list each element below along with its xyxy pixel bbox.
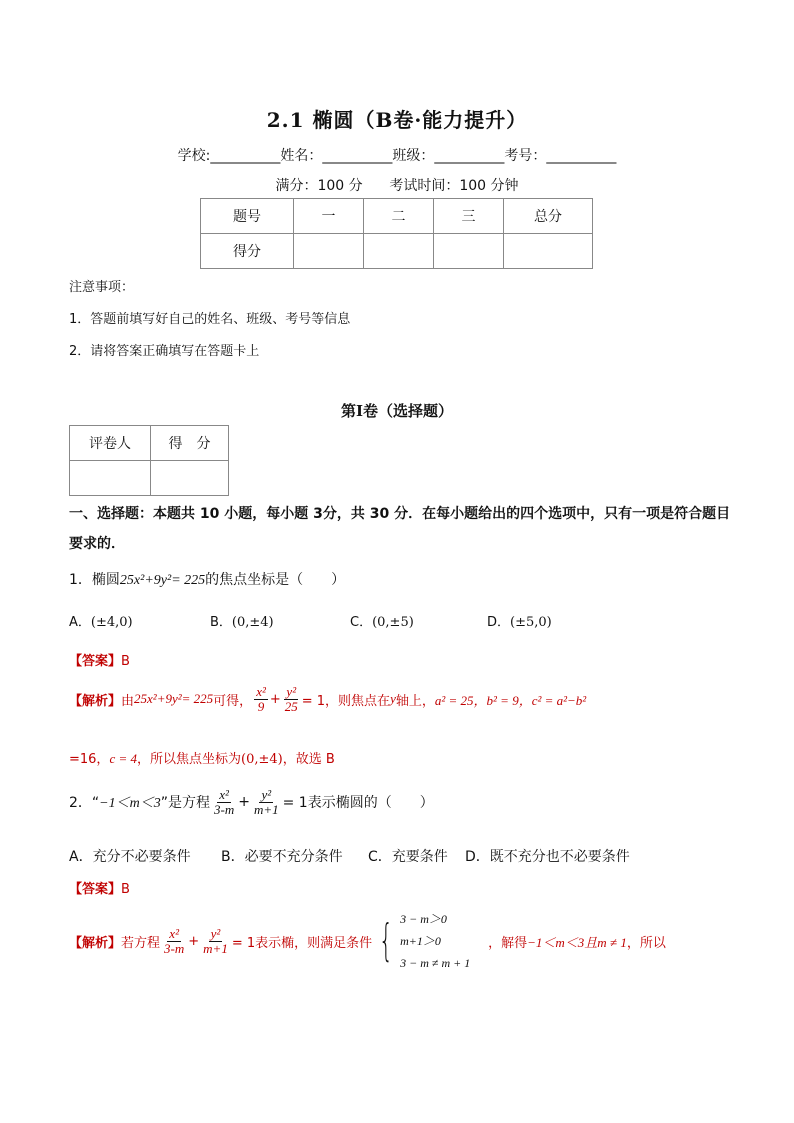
option-value: 充要条件 bbox=[391, 849, 448, 865]
q2-option-b[interactable] bbox=[221, 846, 343, 866]
answer-value: B bbox=[121, 882, 130, 897]
fraction-numerator: x² bbox=[219, 787, 229, 802]
system-line: 3 − m ≠ m + 1 bbox=[400, 956, 471, 970]
grader-header-cell: 得 分 bbox=[151, 426, 229, 461]
question-2-suffix: = 1表示椭圆的（ ） bbox=[282, 795, 434, 812]
analysis-equation: 25x²+9y²= 225 bbox=[134, 691, 214, 707]
score-cell bbox=[364, 234, 434, 269]
analysis-text: ，所以焦点坐标为 bbox=[136, 752, 241, 767]
score-table bbox=[200, 198, 593, 269]
q1-answer bbox=[69, 650, 130, 669]
brace-symbol: { bbox=[379, 915, 394, 966]
analysis-equation: c = 4 bbox=[109, 751, 137, 766]
question-2-prefix: 2．“ bbox=[69, 795, 100, 812]
q2-answer bbox=[69, 878, 130, 897]
score-header-cell: 题号 bbox=[201, 199, 294, 234]
section-intro: 一、选择题：本题共 10 小题，每小题 3分，共 30 分．在每小题给出的四个选项中，只有一项是符合题目 bbox=[69, 506, 731, 522]
option-value: 必要不充分条件 bbox=[244, 849, 343, 865]
fraction bbox=[201, 927, 230, 955]
question-1-equation: 25x²+9y²= 225 bbox=[119, 573, 206, 588]
fraction-numerator: y² bbox=[286, 684, 297, 699]
option-letter: B． bbox=[210, 615, 232, 630]
fraction-denominator: m+1 bbox=[203, 940, 228, 956]
option-letter: C． bbox=[350, 615, 373, 630]
analysis-text: 可得， bbox=[213, 693, 253, 709]
option-value: (±4,0) bbox=[90, 615, 133, 630]
option-letter: D． bbox=[487, 615, 511, 630]
analysis-equation: a² = 25，b² = 9，c² = a²−b² bbox=[434, 692, 587, 708]
student-info-line: 学校:__________姓名：__________班级：__________考号：__________ bbox=[177, 148, 617, 164]
system-line: 3 − m＞0 bbox=[400, 912, 447, 926]
score-header-cell: 二 bbox=[364, 199, 434, 234]
option-value: (±5,0) bbox=[510, 615, 552, 630]
section-title: 第Ⅰ卷（选择题） bbox=[340, 402, 454, 420]
q1-option-d[interactable] bbox=[487, 611, 552, 630]
condition-system bbox=[400, 908, 488, 974]
q1-analysis-cont bbox=[69, 748, 335, 767]
option-letter: A． bbox=[69, 849, 93, 865]
question-2-text: ”是方程 bbox=[160, 795, 210, 812]
page-title: 2.1 椭圆（B卷·能力提升） bbox=[266, 108, 528, 132]
fraction bbox=[162, 927, 186, 955]
fraction bbox=[212, 788, 236, 816]
option-letter: D． bbox=[465, 849, 490, 865]
option-value: 既不充分也不必要条件 bbox=[489, 849, 630, 865]
fraction-denominator: 3-m bbox=[214, 801, 235, 817]
answer-label: 【答案】 bbox=[69, 654, 122, 669]
analysis-text: = 1表示椭，则满足条件 bbox=[231, 935, 373, 951]
score-cell bbox=[434, 234, 504, 269]
question-1-suffix: 的焦点坐标是（ ） bbox=[205, 572, 346, 588]
question-1-prefix: 1．椭圆 bbox=[69, 572, 120, 588]
q2-analysis: 【解析】 若方程 $\frac{\text{x²}}{3-m}$ + $\frac{\text{y²}}{m+1}$ = 1表示椭，则满足条件 { 3 − m＞0 m+1＞0 3 − m ≠ m + 1 ，解得 −1＜m＜3且m ≠ 1 ，所以 bbox=[69, 906, 666, 976]
fraction bbox=[252, 788, 281, 816]
fraction-denominator: 25 bbox=[284, 698, 298, 714]
q2-option-a[interactable] bbox=[69, 846, 191, 866]
analysis-text: 由 bbox=[121, 693, 135, 709]
analysis-text: ，所以 bbox=[626, 935, 666, 951]
exam-info-line: 满分：100 分 考试时间：100 分钟 bbox=[275, 178, 519, 194]
section-intro-cont: 要求的． bbox=[69, 536, 125, 552]
fraction-numerator: x² bbox=[169, 925, 179, 941]
fraction-numerator: y² bbox=[210, 925, 221, 941]
option-value: (0,±5) bbox=[372, 615, 414, 630]
grader-header-cell: 评卷人 bbox=[70, 426, 151, 461]
option-value: 充分不必要条件 bbox=[92, 849, 191, 865]
answer-label: 【答案】 bbox=[69, 882, 122, 897]
score-header-cell: 一 bbox=[294, 199, 364, 234]
analysis-equation: (0,±4) bbox=[241, 752, 283, 767]
option-letter: C． bbox=[368, 849, 392, 865]
analysis-label: 【解析】 bbox=[69, 693, 122, 709]
grader-cell bbox=[151, 461, 229, 496]
option-letter: A． bbox=[69, 615, 91, 630]
q2-option-c[interactable] bbox=[368, 846, 448, 866]
grader-table bbox=[69, 425, 229, 496]
fraction bbox=[283, 685, 300, 713]
question-1 bbox=[69, 569, 345, 589]
fraction-numerator: y² bbox=[261, 787, 272, 802]
answer-value: B bbox=[121, 654, 130, 669]
question-2-condition: −1＜m＜3 bbox=[99, 796, 161, 812]
q2-option-d[interactable] bbox=[465, 846, 630, 866]
note-item: 2．请将答案正确填写在答题卡上 bbox=[69, 344, 260, 359]
analysis-text: ，解得 bbox=[488, 935, 528, 951]
fraction bbox=[254, 685, 268, 713]
analysis-equation: −1＜m＜3且m ≠ 1 bbox=[527, 934, 627, 950]
axis-variable: y bbox=[390, 691, 396, 707]
score-cell bbox=[504, 234, 593, 269]
option-letter: B． bbox=[221, 849, 245, 865]
score-header-cell: 三 bbox=[434, 199, 504, 234]
note-item: 1．答题前填写好自己的姓名、班级、考号等信息 bbox=[69, 312, 351, 327]
score-cell bbox=[294, 234, 364, 269]
question-2: 2．“ −1＜m＜3 ”是方程 $\frac{\text{x²}}{3-m}$ + $\frac{\text{y²}}{m+1}$ = 1表示椭圆的（ ） bbox=[69, 787, 434, 817]
option-value: (0,±4) bbox=[231, 615, 274, 630]
grader-cell bbox=[70, 461, 151, 496]
analysis-text: = 1，则焦点在 bbox=[301, 693, 391, 709]
notes-title: 注意事项： bbox=[69, 280, 135, 295]
fraction-denominator: m+1 bbox=[253, 801, 279, 817]
analysis-text: =16， bbox=[69, 752, 110, 767]
analysis-label: 【解析】 bbox=[69, 935, 122, 951]
q1-option-b[interactable] bbox=[210, 611, 274, 630]
analysis-text: 若方程 bbox=[121, 935, 161, 951]
q1-option-a[interactable] bbox=[69, 611, 133, 630]
analysis-text: ，故选 B bbox=[282, 752, 335, 767]
score-header-cell: 总分 bbox=[504, 199, 593, 234]
fraction-denominator: 9 bbox=[257, 698, 265, 714]
fraction-numerator: x² bbox=[256, 684, 266, 699]
q1-option-c[interactable] bbox=[350, 611, 414, 630]
fraction-denominator: 3-m bbox=[164, 940, 185, 956]
score-row-label: 得分 bbox=[201, 234, 294, 269]
q1-analysis: 【解析】 由 25x²+9y²= 225 可得， $\frac{\text{x²}}{9}$ + $\frac{\text{y²}}{25}$ = 1，则焦点在 y 轴上， a² = 25，b² = 9，c² = a²−b² bbox=[69, 684, 587, 714]
system-line: m+1＞0 bbox=[400, 934, 441, 948]
analysis-text: 轴上， bbox=[395, 693, 435, 709]
